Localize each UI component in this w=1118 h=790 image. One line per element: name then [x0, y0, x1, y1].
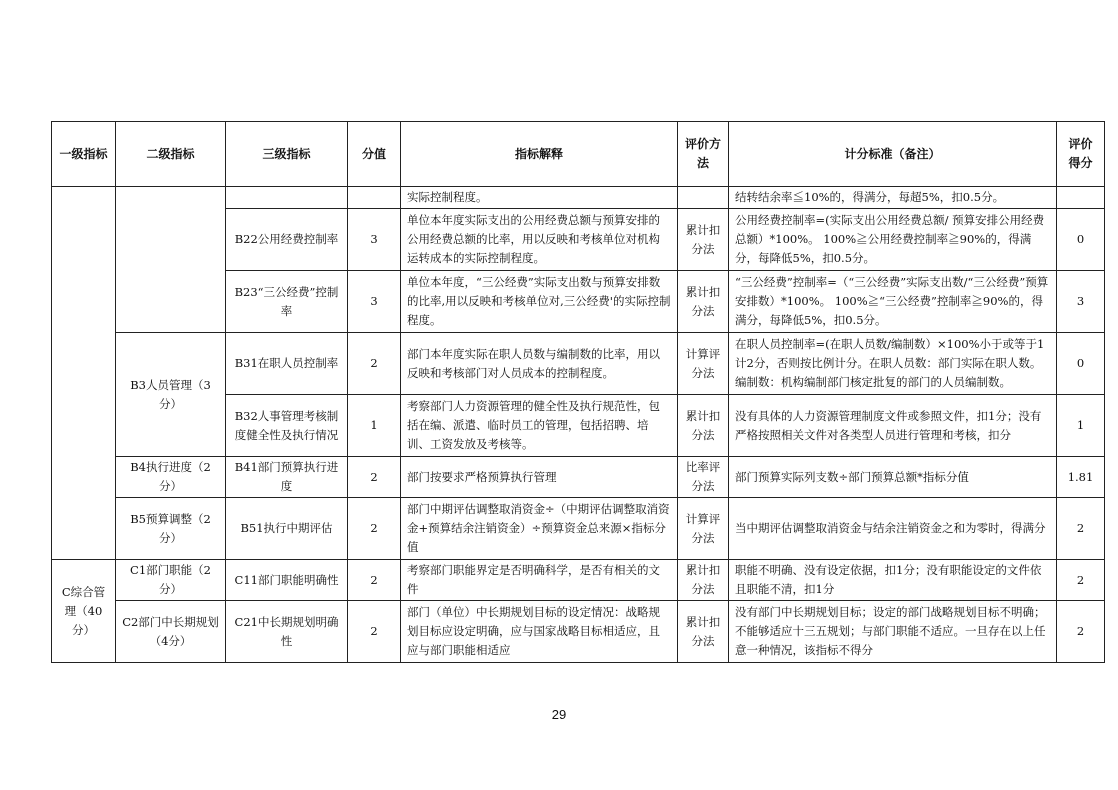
- explanation-cell: 考察部门人力资源管理的健全性及执行规范性，包括在编、派遣、临时员工的管理，包括招聘、培训、工资发放及考核等。: [401, 395, 678, 457]
- score-value-cell: 3: [348, 271, 401, 333]
- score-value-cell: [348, 187, 401, 209]
- header-method: 评价方法: [678, 122, 729, 187]
- header-standard: 计分标准（备注）: [729, 122, 1057, 187]
- evaluation-table: [51, 121, 1105, 663]
- level1-cell-empty: [52, 187, 116, 560]
- table-row: [52, 560, 1105, 601]
- level3-cell: C21中长期规划明确性: [226, 601, 348, 663]
- standard-cell: 当中期评估调整取消资金与结余注销资金之和为零时，得满分: [729, 498, 1057, 560]
- method-cell: 累计扣分法: [678, 271, 729, 333]
- method-cell: 累计扣分法: [678, 395, 729, 457]
- explanation-cell: 单位本年度实际支出的公用经费总额与预算安排的公用经费总额的比率，用以反映和考核单位对机构运转成本的实际控制程度。: [401, 209, 678, 271]
- explanation-cell: 考察部门职能界定是否明确科学，是否有相关的文件: [401, 560, 678, 601]
- score-value-cell: 1: [348, 395, 401, 457]
- table-row: [52, 601, 1105, 663]
- explanation-cell: 部门本年度实际在职人员数与编制数的比率，用以反映和考核部门对人员成本的控制程度。: [401, 333, 678, 395]
- method-cell: 计算评分法: [678, 498, 729, 560]
- method-cell: [678, 187, 729, 209]
- table-row: [52, 498, 1105, 560]
- score-value-cell: 2: [348, 498, 401, 560]
- level3-cell: [226, 187, 348, 209]
- method-cell: 比率评分法: [678, 457, 729, 498]
- score-cell: 1.81: [1057, 457, 1105, 498]
- score-cell: 0: [1057, 333, 1105, 395]
- level2-cell-b3: B3人员管理（3分）: [116, 333, 226, 457]
- page-number: 29: [551, 707, 567, 722]
- level3-cell: B41部门预算执行进度: [226, 457, 348, 498]
- score-cell: 2: [1057, 498, 1105, 560]
- method-cell: 计算评分法: [678, 333, 729, 395]
- level3-cell: B31在职人员控制率: [226, 333, 348, 395]
- score-cell: 0: [1057, 209, 1105, 271]
- header-level2: 二级指标: [116, 122, 226, 187]
- score-value-cell: 3: [348, 209, 401, 271]
- standard-cell: 结转结余率≦10%的，得满分，每超5%，扣0.5分。: [729, 187, 1057, 209]
- level3-cell: B22公用经费控制率: [226, 209, 348, 271]
- header-explanation: 指标解释: [401, 122, 678, 187]
- table-row: [52, 187, 1105, 209]
- score-value-cell: 2: [348, 457, 401, 498]
- header-level1: 一级指标: [52, 122, 116, 187]
- score-value-cell: 2: [348, 601, 401, 663]
- method-cell: 累计扣分法: [678, 209, 729, 271]
- explanation-cell: 实际控制程度。: [401, 187, 678, 209]
- level2-cell-empty: [116, 187, 226, 333]
- score-cell: 3: [1057, 271, 1105, 333]
- header-score-value: 分值: [348, 122, 401, 187]
- table-row: [52, 333, 1105, 395]
- standard-cell: 职能不明确、没有设定依据，扣1分；没有职能设定的文件依且职能不清，扣1分: [729, 560, 1057, 601]
- score-cell: 1: [1057, 395, 1105, 457]
- method-cell: 累计扣分法: [678, 601, 729, 663]
- header-score: 评价得分: [1057, 122, 1105, 187]
- header-level3: 三级指标: [226, 122, 348, 187]
- standard-cell: 没有部门中长期规划目标；设定的部门战略规划目标不明确；不能够适应十三五规划；与部门职能不适应。一旦存在以上任意一种情况，该指标不得分: [729, 601, 1057, 663]
- standard-cell: 公用经费控制率=(实际支出公用经费总额/ 预算安排公用经费总额）*100%。 100%≧公用经费控制率≧90%的，得满分，每降低5%，扣0.5分。: [729, 209, 1057, 271]
- score-cell: [1057, 187, 1105, 209]
- score-cell: 2: [1057, 560, 1105, 601]
- standard-cell: 在职人员控制率=(在职人员数/编制数）×100%小于或等于1计2分，否则按比例计分。在职人员数：部门实际在职人数。编制数：机构编制部门核定批复的部门的人员编制数。: [729, 333, 1057, 395]
- standard-cell: 没有具体的人力资源管理制度文件或参照文件，扣1分；没有严格按照相关文件对各类型人员进行管理和考核，扣分: [729, 395, 1057, 457]
- level2-cell-b4: B4执行进度（2分）: [116, 457, 226, 498]
- level2-cell-c1: C1部门职能（2分）: [116, 560, 226, 601]
- header-row: [52, 122, 1105, 187]
- explanation-cell: 部门按要求严格预算执行管理: [401, 457, 678, 498]
- table-row: [52, 457, 1105, 498]
- score-value-cell: 2: [348, 560, 401, 601]
- level3-cell: B32人事管理考核制度健全性及执行情况: [226, 395, 348, 457]
- level3-cell: B23“三公经费”控制率: [226, 271, 348, 333]
- level2-cell-c2: C2部门中长期规划（4分）: [116, 601, 226, 663]
- explanation-cell: 单位本年度，“三公经费”实际支出数与预算安排数的比率,用以反映和考核单位对,三公经费'的实际控制程度。: [401, 271, 678, 333]
- score-cell: 2: [1057, 601, 1105, 663]
- level2-cell-b5: B5预算调整（2分）: [116, 498, 226, 560]
- level3-cell: C11部门职能明确性: [226, 560, 348, 601]
- score-value-cell: 2: [348, 333, 401, 395]
- standard-cell: “三公经费”控制率=（“三公经费”实际支出数/“三公经费”预算安排数）*100%。 100%≧“三公经费”控制率≧90%的，得满分，每降低5%，扣0.5分。: [729, 271, 1057, 333]
- standard-cell: 部门预算实际列支数÷部门预算总额*指标分值: [729, 457, 1057, 498]
- explanation-cell: 部门中期评估调整取消资金÷（中期评估调整取消资金+预算结余注销资金）÷预算资金总来源×指标分值: [401, 498, 678, 560]
- level1-cell-c: C综合管理（40分）: [52, 560, 116, 663]
- level3-cell: B51执行中期评估: [226, 498, 348, 560]
- explanation-cell: 部门（单位）中长期规划目标的设定情况：战略规划目标应设定明确，应与国家战略目标相适应，且应与部门职能相适应: [401, 601, 678, 663]
- method-cell: 累计扣分法: [678, 560, 729, 601]
